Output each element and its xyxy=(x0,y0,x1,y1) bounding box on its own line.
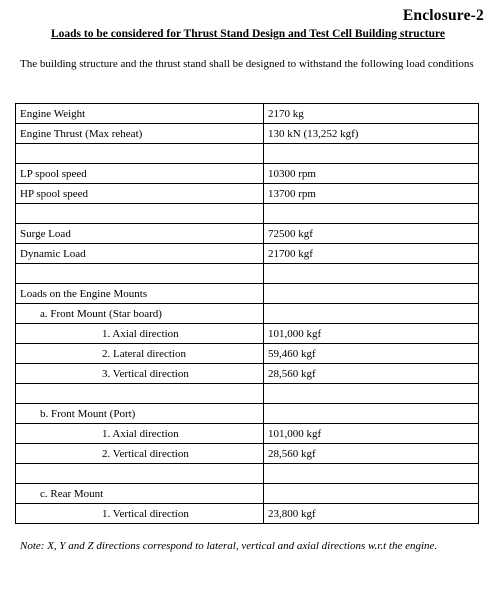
load-value-cell xyxy=(264,304,479,324)
loads-table-body xyxy=(16,104,479,524)
load-value-cell: 21700 kgf xyxy=(264,244,479,264)
load-label-cell: 1. Axial direction xyxy=(16,424,264,444)
load-value-cell: 23,800 kgf xyxy=(264,504,479,524)
load-value-cell: 72500 kgf xyxy=(264,224,479,244)
load-value-cell xyxy=(264,384,479,404)
load-value-cell xyxy=(264,144,479,164)
footnote: Note: X, Y and Z directions correspond to lateral, vertical and axial directions w.r.t the engine. xyxy=(20,540,438,552)
table-row xyxy=(16,224,479,244)
load-label-cell: 2. Vertical direction xyxy=(16,444,264,464)
load-label-cell: b. Front Mount (Port) xyxy=(16,404,264,424)
table-row xyxy=(16,344,479,364)
load-label-cell: a. Front Mount (Star board) xyxy=(16,304,264,324)
load-value-cell xyxy=(264,204,479,224)
loads-table xyxy=(15,103,479,524)
load-value-cell: 13700 rpm xyxy=(264,184,479,204)
intro-paragraph: The building structure and the thrust stand shall be designed to withstand the following load conditions xyxy=(20,58,474,70)
enclosure-label: Enclosure-2 xyxy=(402,7,484,24)
table-row xyxy=(16,504,479,524)
load-value-cell: 10300 rpm xyxy=(264,164,479,184)
load-label-cell: c. Rear Mount xyxy=(16,484,264,504)
load-label-cell: 1. Vertical direction xyxy=(16,504,264,524)
load-value-cell xyxy=(264,284,479,304)
load-label-cell xyxy=(16,264,264,284)
table-row xyxy=(16,464,479,484)
table-row xyxy=(16,444,479,464)
load-value-cell: 2170 kg xyxy=(264,104,479,124)
load-value-cell: 28,560 kgf xyxy=(264,364,479,384)
load-value-cell: 101,000 kgf xyxy=(264,324,479,344)
load-label-cell: 3. Vertical direction xyxy=(16,364,264,384)
load-label-cell: Engine Weight xyxy=(16,104,264,124)
table-row xyxy=(16,144,479,164)
table-row xyxy=(16,104,479,124)
table-row xyxy=(16,304,479,324)
table-row xyxy=(16,384,479,404)
load-value-cell: 101,000 kgf xyxy=(264,424,479,444)
table-row xyxy=(16,284,479,304)
table-row xyxy=(16,124,479,144)
load-label-cell: Surge Load xyxy=(16,224,264,244)
load-value-cell: 28,560 kgf xyxy=(264,444,479,464)
document-title: Loads to be considered for Thrust Stand Design and Test Cell Building structure xyxy=(50,28,446,40)
table-row xyxy=(16,244,479,264)
load-label-cell xyxy=(16,384,264,404)
load-value-cell xyxy=(264,484,479,504)
table-row xyxy=(16,424,479,444)
load-label-cell: Dynamic Load xyxy=(16,244,264,264)
load-label-cell xyxy=(16,144,264,164)
load-value-cell: 130 kN (13,252 kgf) xyxy=(264,124,479,144)
load-label-cell: HP spool speed xyxy=(16,184,264,204)
load-value-cell xyxy=(264,464,479,484)
table-row xyxy=(16,204,479,224)
load-label-cell: 1. Axial direction xyxy=(16,324,264,344)
load-label-cell: 2. Lateral direction xyxy=(16,344,264,364)
load-label-cell: Loads on the Engine Mounts xyxy=(16,284,264,304)
load-label-cell: LP spool speed xyxy=(16,164,264,184)
load-value-cell xyxy=(264,264,479,284)
table-row xyxy=(16,264,479,284)
table-row xyxy=(16,404,479,424)
table-row xyxy=(16,324,479,344)
load-label-cell xyxy=(16,204,264,224)
table-row xyxy=(16,164,479,184)
load-label-cell xyxy=(16,464,264,484)
load-label-cell: Engine Thrust (Max reheat) xyxy=(16,124,264,144)
load-value-cell xyxy=(264,404,479,424)
table-row xyxy=(16,484,479,504)
table-row xyxy=(16,364,479,384)
load-value-cell: 59,460 kgf xyxy=(264,344,479,364)
table-row xyxy=(16,184,479,204)
